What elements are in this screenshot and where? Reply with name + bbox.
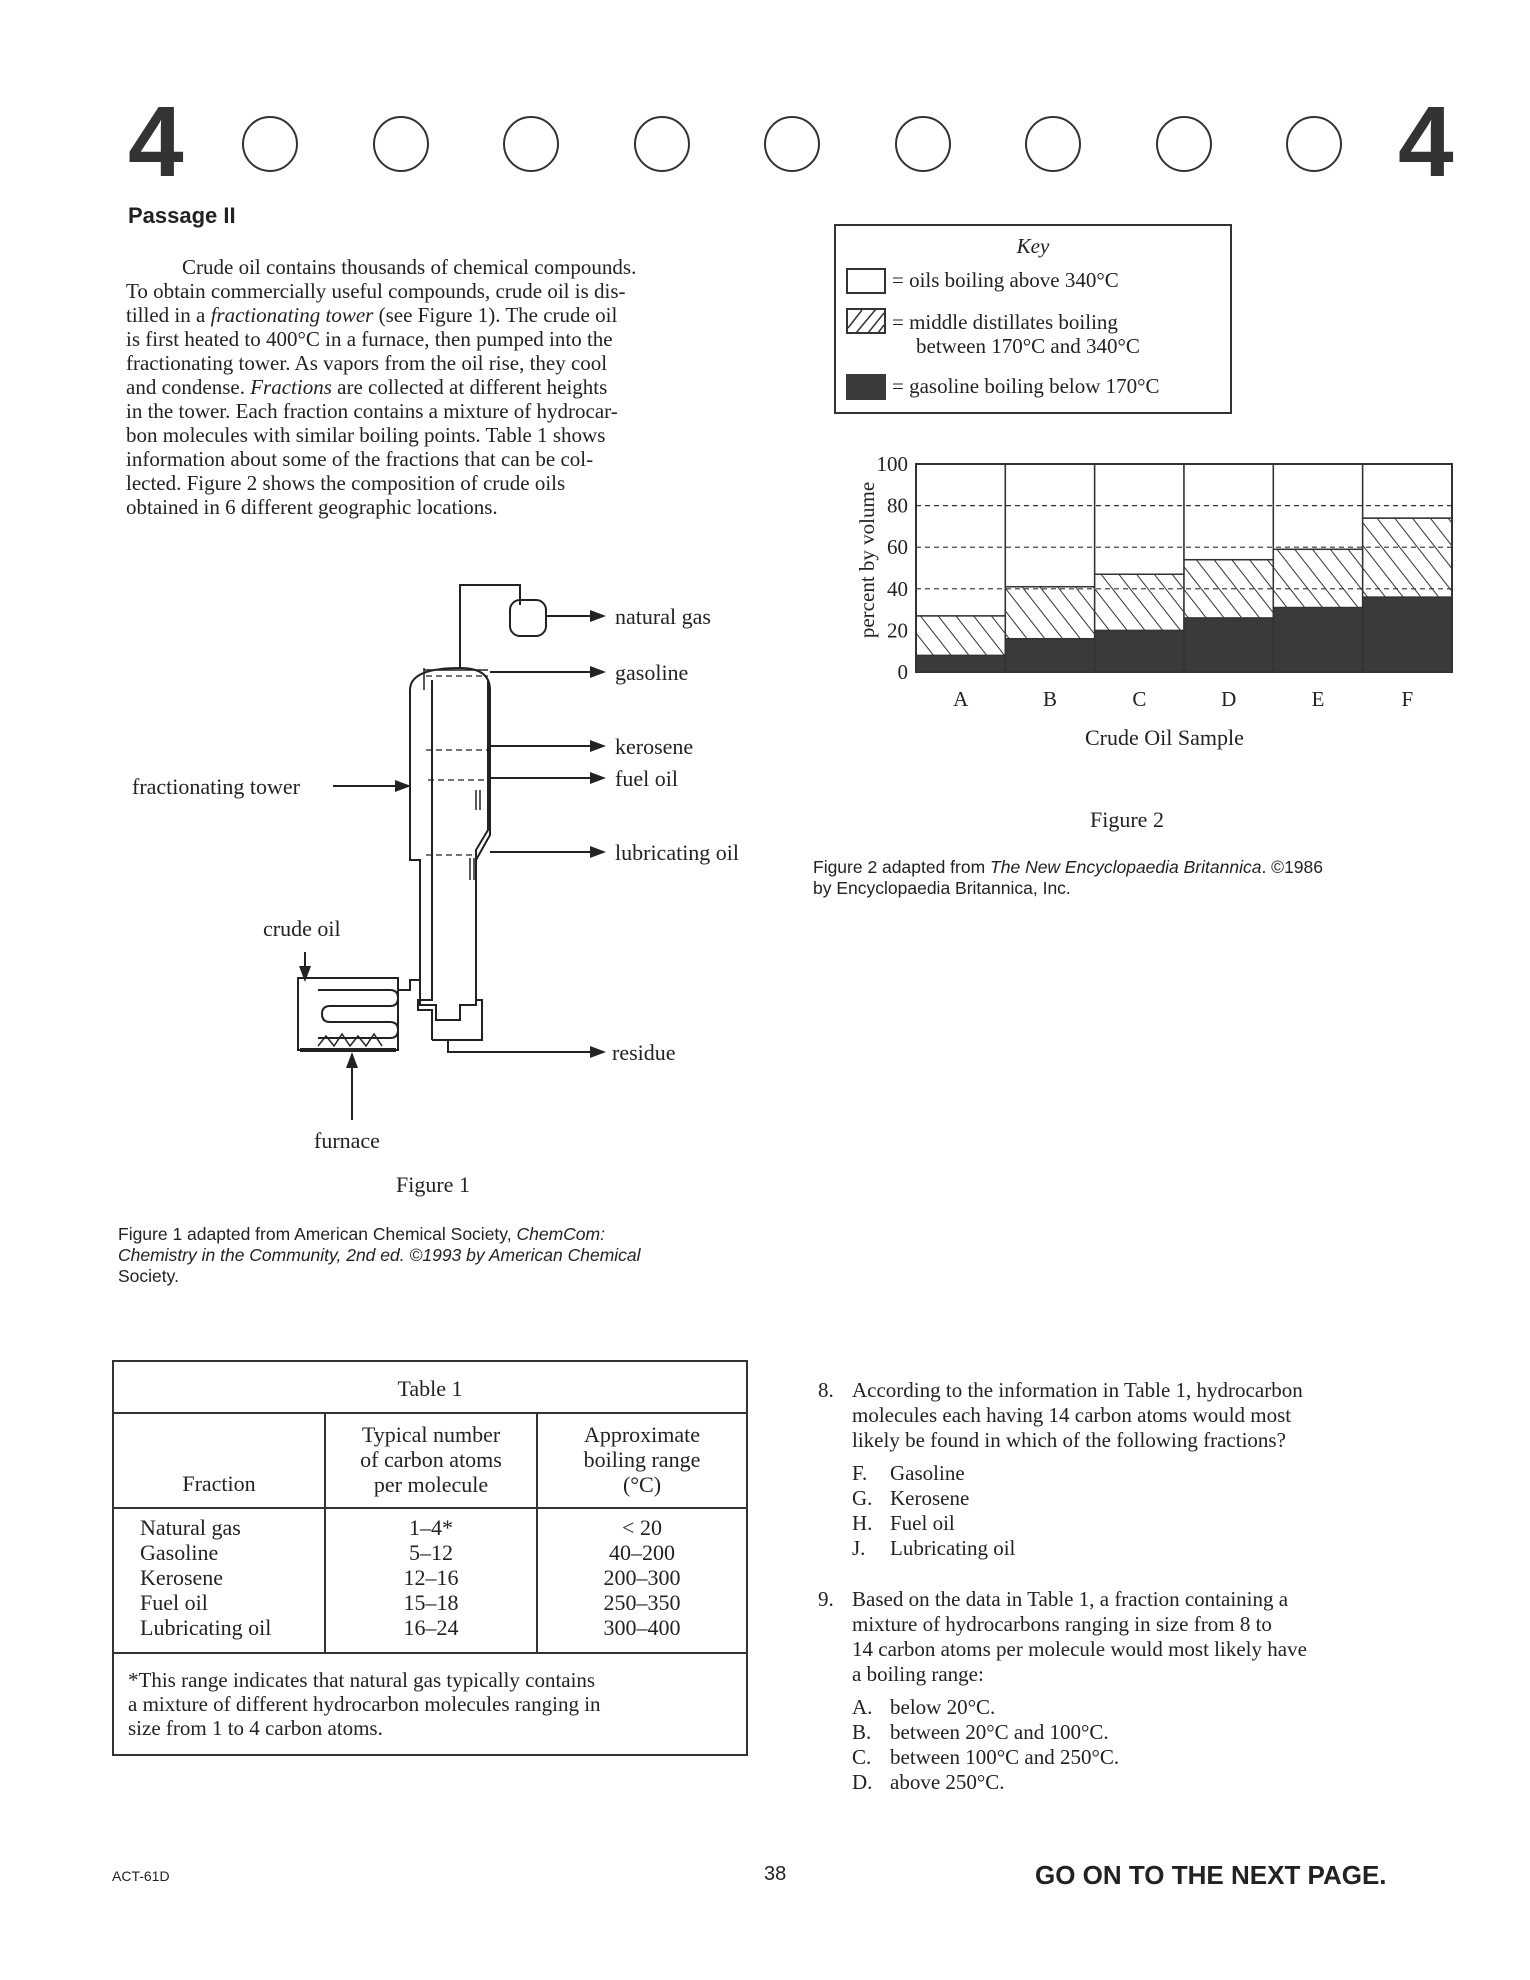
y-tick-label: 100 [876,452,908,476]
next-page-link[interactable]: GO ON TO THE NEXT PAGE. [1035,1860,1387,1890]
x-tick-label: B [1042,687,1058,711]
bar-A-white [916,464,1005,616]
x-tick-label: C [1132,687,1147,711]
furnace-coil [318,990,398,1038]
figure2-credit [813,857,1453,899]
question-text: Based on the data in Table 1, a fraction containing a mixture of hydrocarbons ranging in size from 8 to 14 carbon atoms per molecule would most likely have a boiling range: [852,1587,1307,1686]
answer-option-g[interactable]: G. Kerosene [852,1486,970,1510]
label-kerosene: kerosene [615,734,694,759]
x-tick-label: E [1311,687,1325,711]
table-cell: 15–18 [403,1590,459,1615]
key-label-middle-line1: = middle distillates boiling [892,310,1118,334]
bar-F-white [1363,464,1452,518]
figure2-chart [820,420,1460,760]
table1-footnote [114,1652,746,1754]
bar-A-dark [916,655,1005,672]
passage-line: fractionating tower. As vapors from the oil rise, they cool [126,351,608,375]
column-carbon-atoms [325,1508,537,1652]
key-label-oils: = oils boiling above 340°C [892,268,1119,292]
label-residue: residue [612,1040,676,1065]
y-tick-label: 80 [887,493,908,518]
bar-B-white [1005,464,1094,587]
bar-A-hatched [916,616,1005,656]
table1-title: Table 1 [114,1362,746,1414]
passage-line: tilled in a fractionating tower (see Figure 1). The crude oil [126,303,618,327]
key-swatch-white [846,268,886,294]
x-tick-label: F [1401,687,1414,711]
key-swatch-hatched [846,308,886,334]
bar-D-white [1184,464,1273,560]
question-stem [818,1587,1458,1687]
bar-B-hatched [1005,587,1094,639]
page-number: 38 [764,1863,787,1885]
passage-line: lected. Figure 2 shows the composition of crude oils [126,471,566,495]
column-fraction [114,1508,325,1652]
table-cell: 40–200 [609,1540,675,1565]
bar-E-hatched [1273,549,1362,607]
answer-option-c[interactable]: C. between 100°C and 250°C. [852,1745,1120,1769]
column-boiling-range [537,1508,746,1652]
label-lubricating-oil: lubricating oil [615,840,740,865]
passage-line: is first heated to 400°C in a furnace, then pumped into the [126,327,613,351]
bar-E-dark [1273,608,1362,672]
y-tick-label: 40 [887,576,908,601]
label-gasoline: gasoline [615,660,689,685]
key-label-gasoline: = gasoline boiling below 170°C [892,374,1160,398]
label-fractionating-tower: fractionating tower [132,774,300,799]
y-tick-label: 20 [887,618,908,643]
answer-option-a[interactable]: A. below 20°C. [852,1695,996,1719]
bar-B-dark [1005,639,1094,672]
passage-line: bon molecules with similar boiling points. Table 1 shows [126,423,606,447]
answer-option-f[interactable]: F. Gasoline [852,1461,965,1485]
header-boiling-range: Approximate boiling range (°C) [537,1414,746,1508]
label-fuel-oil: fuel oil [615,766,678,791]
header-carbon-atoms: Typical number of carbon atoms per molecule [325,1414,537,1508]
passage-title: Passage II [128,203,236,228]
key-title: Key [1016,234,1050,258]
table-cell: 200–300 [603,1565,681,1590]
passage-line: obtained in 6 different geographic locations. [126,495,498,519]
x-axis-label: Crude Oil Sample [1085,725,1244,750]
question-8 [818,1378,1458,1561]
passage-line: and condense. Fractions are collected at different heights [126,375,608,399]
footnote-line: *This range indicates that natural gas typically contains [128,1668,596,1692]
table-cell: Kerosene [140,1565,224,1590]
table-cell: Fuel oil [140,1590,208,1615]
table1-grid [114,1414,746,1652]
key-swatch-dark [846,374,886,400]
answer-option-h[interactable]: H. Fuel oil [852,1511,955,1535]
table-cell: 250–350 [603,1590,681,1615]
table-cell: Natural gas [140,1515,241,1540]
credit-line: Figure 1 adapted from American Chemical Society, ChemCom: [118,1224,605,1244]
footnote-line: size from 1 to 4 carbon atoms. [128,1716,383,1740]
credit-text: Figure 2 adapted from The New Encyclopaedia Britannica. ©1986 [813,857,1324,877]
answer-options [852,1461,1458,1561]
answer-options [852,1695,1458,1795]
bar-C-dark [1095,630,1184,672]
credit-line: Chemistry in the Community, 2nd ed. ©1993 by American Chemical [118,1245,641,1265]
x-tick-label: A [953,687,969,711]
x-tick-label: D [1221,687,1237,711]
table-cell: 1–4* [409,1515,453,1540]
table1-header-row [114,1414,746,1508]
tower-outline [418,680,488,1040]
question-9 [818,1587,1458,1795]
table1 [112,1360,748,1756]
key-label-middle-line2: between 170°C and 340°C [916,334,1140,358]
form-code: ACT-61D [112,1868,170,1884]
passage-line: in the tower. Each fraction contains a mixture of hydrocar- [126,399,618,423]
table-cell: 300–400 [603,1615,681,1640]
question-text: According to the information in Table 1, hydrocarbon molecules each having 14 carbon atoms would most likely be found in which of the following fractions? [852,1378,1303,1452]
y-tick-label: 0 [897,660,908,684]
key-label-middle [892,310,1140,358]
y-axis-label: percent by volume [855,481,879,639]
credit-line: Society. [118,1266,179,1286]
passage-line: Crude oil contains thousands of chemical compounds. [182,255,637,279]
credit-line: by Encyclopaedia Britannica, Inc. [813,878,1071,898]
question-number: 9. [818,1587,834,1611]
answer-option-j[interactable]: J. Lubricating oil [852,1536,1016,1560]
section-number-right: 4 [1398,86,1454,198]
table-cell: 12–16 [403,1565,459,1590]
label-furnace: furnace [314,1128,380,1153]
passage-line: To obtain commercially useful compounds, crude oil is dis- [126,279,626,303]
table-cell: Gasoline [140,1540,219,1565]
table-cell: < 20 [622,1515,662,1540]
y-tick-label: 60 [887,535,908,560]
condenser [510,600,546,636]
flame [318,1034,382,1046]
answer-option-d[interactable]: D. above 250°C. [852,1770,1005,1794]
tower-body [410,668,490,1020]
question-stem [818,1378,1458,1453]
label-crude-oil: crude oil [263,916,341,941]
bar-C-hatched [1095,574,1184,630]
bar-F-hatched [1363,518,1452,597]
figure2-caption: Figure 2 [1090,807,1164,832]
table-cell: Lubricating oil [140,1615,272,1640]
figure1-caption: Figure 1 [396,1172,470,1197]
answer-option-b[interactable]: B. between 20°C and 100°C. [852,1720,1109,1744]
bar-F-dark [1363,597,1452,672]
section-number-left: 4 [128,86,184,198]
bar-D-dark [1184,618,1273,672]
furnace-box [298,978,398,1050]
figure1-credit [118,1224,758,1287]
table-cell: 16–24 [403,1615,459,1640]
header-fraction: Fraction [114,1414,325,1508]
table-cell: 5–12 [409,1540,453,1565]
footnote-line: a mixture of different hydrocarbon molecules ranging in [128,1692,601,1716]
question-number: 8. [818,1378,834,1402]
table1-body [114,1508,746,1652]
credit-line [813,857,1453,878]
bar-C-white [1095,464,1184,574]
passage-line: information about some of the fractions that can be col- [126,447,594,471]
bar-E-white [1273,464,1362,549]
figure2-key [834,224,1232,414]
label-natural-gas: natural gas [615,604,711,629]
arrow-residue [448,1040,590,1052]
